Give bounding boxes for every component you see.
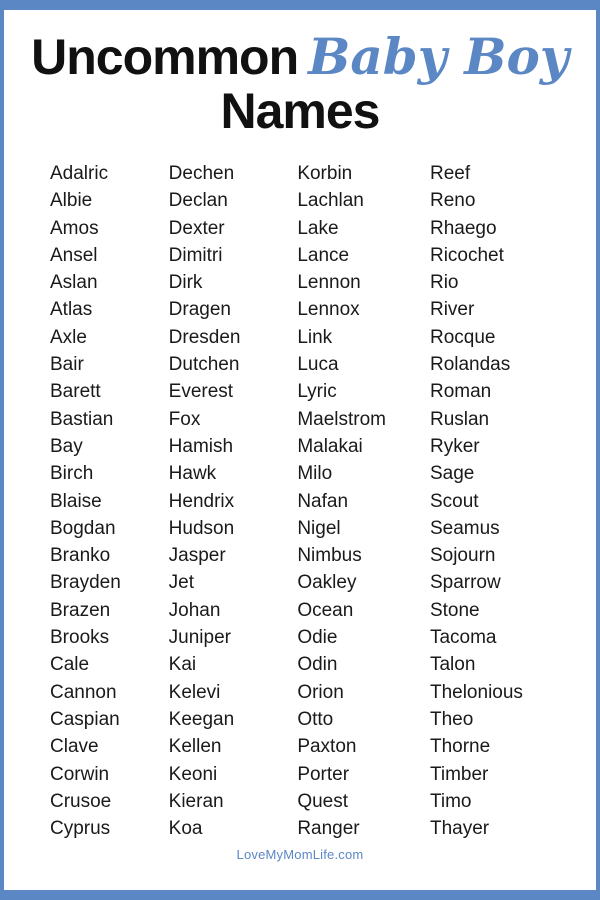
list-item: Nigel: [297, 517, 341, 539]
list-item: Thelonious: [429, 681, 523, 703]
list-item: Roman: [429, 381, 492, 403]
list-item: Birch: [50, 463, 94, 485]
list-item: Ricochet: [429, 244, 504, 266]
list-item: Koa: [168, 818, 203, 840]
list-item: Declan: [168, 190, 228, 212]
list-item: River: [429, 299, 475, 321]
list-item: Orion: [297, 681, 344, 703]
list-item: Axle: [50, 326, 87, 348]
list-item: Rhaego: [429, 217, 497, 239]
list-item: Aslan: [50, 272, 98, 294]
list-item: Bay: [50, 435, 83, 457]
list-item: Ranger: [297, 818, 360, 840]
list-item: Ansel: [50, 244, 98, 266]
list-item: Cannon: [50, 681, 117, 703]
names-column-4: [430, 160, 560, 842]
list-item: Stone: [429, 599, 480, 621]
list-item: Blaise: [50, 490, 102, 512]
names-column-2: [169, 160, 297, 842]
list-item: Hamish: [168, 435, 234, 457]
list-item: Seamus: [429, 517, 500, 539]
title-word-baby-boy: Baby Boy: [308, 27, 569, 86]
list-item: Jasper: [168, 545, 226, 567]
list-item: Lachlan: [297, 190, 364, 212]
list-item: Brayden: [50, 572, 121, 594]
list-item: Milo: [297, 463, 333, 485]
poster-inner: [4, 10, 596, 890]
list-item: Corwin: [50, 763, 110, 785]
names-columns: [22, 160, 578, 842]
list-item: Crusoe: [50, 790, 112, 812]
list-item: Kelevi: [168, 681, 221, 703]
title-word-uncommon: Uncommon: [31, 29, 299, 85]
list-item: Ryker: [429, 435, 480, 457]
list-item: Thayer: [429, 818, 490, 840]
list-item: Brooks: [50, 627, 110, 649]
list-item: Cyprus: [50, 818, 111, 840]
list-item: Reef: [429, 163, 471, 184]
list-item: Fox: [168, 408, 201, 430]
list-item: Korbin: [297, 163, 353, 184]
list-item: Lake: [297, 217, 339, 239]
list-item: Thorne: [429, 736, 491, 758]
list-item: Lennox: [297, 299, 360, 321]
list-item: Barett: [50, 381, 101, 403]
list-item: Timo: [429, 790, 472, 812]
list-item: Keegan: [168, 708, 235, 730]
list-item: Brazen: [50, 599, 111, 621]
list-item: Odie: [297, 627, 338, 649]
list-item: Albie: [50, 190, 93, 212]
list-item: Hendrix: [168, 490, 235, 512]
list-item: Scout: [429, 490, 479, 512]
list-item: Lennon: [297, 272, 361, 294]
list-item: Juniper: [168, 627, 231, 649]
list-item: Theo: [429, 708, 474, 730]
list-item: Porter: [297, 763, 350, 785]
list-item: Rocque: [429, 326, 496, 348]
list-item: Bastian: [50, 408, 114, 430]
site-credit: LoveMyMomLife.com: [236, 847, 364, 862]
footer: [4, 846, 596, 864]
list-item: Sparrow: [429, 572, 501, 594]
list-item: Kai: [168, 654, 197, 676]
list-item: Dresden: [168, 326, 241, 348]
list-item: Adalric: [50, 163, 109, 184]
list-item: Jet: [168, 572, 195, 594]
list-item: Talon: [429, 654, 476, 676]
list-item: Maelstrom: [297, 408, 386, 430]
list-item: Branko: [50, 545, 111, 567]
list-item: Link: [297, 326, 333, 348]
list-item: Hudson: [168, 517, 235, 539]
list-item: Bair: [50, 354, 84, 376]
title-word-names: Names: [220, 83, 380, 139]
list-item: Everest: [168, 381, 234, 403]
list-item: Cale: [50, 654, 90, 676]
list-item: Tacoma: [429, 627, 497, 649]
list-item: Dechen: [168, 163, 235, 184]
list-item: Malakai: [297, 435, 363, 457]
list-item: Dexter: [168, 217, 225, 239]
list-item: Timber: [429, 763, 489, 785]
list-item: Rolandas: [429, 354, 511, 376]
list-item: Nimbus: [297, 545, 362, 567]
list-item: Dimitri: [168, 244, 223, 266]
list-item: Sojourn: [429, 545, 496, 567]
list-item: Kellen: [168, 736, 222, 758]
list-item: Reno: [429, 190, 476, 212]
list-item: Dirk: [168, 272, 203, 294]
list-item: Amos: [50, 217, 99, 239]
list-item: Rio: [429, 272, 459, 294]
page-title: [22, 24, 578, 139]
list-item: Atlas: [50, 299, 93, 321]
names-column-3: [297, 160, 429, 842]
list-item: Ocean: [297, 599, 354, 621]
list-item: Keoni: [168, 763, 218, 785]
list-item: Paxton: [297, 736, 357, 758]
list-item: Sage: [429, 463, 475, 485]
list-item: Bogdan: [50, 517, 116, 539]
list-item: Lance: [297, 244, 350, 266]
list-item: Quest: [297, 790, 349, 812]
list-item: Caspian: [50, 708, 120, 730]
list-item: Otto: [297, 708, 334, 730]
list-item: Clave: [50, 736, 99, 758]
list-item: Dutchen: [168, 354, 240, 376]
list-item: Kieran: [168, 790, 224, 812]
list-item: Dragen: [168, 299, 231, 321]
list-item: Hawk: [168, 463, 217, 485]
list-item: Oakley: [297, 572, 357, 594]
title-line-two: [22, 83, 578, 139]
list-item: Nafan: [297, 490, 349, 512]
list-item: Johan: [168, 599, 221, 621]
names-column-1: [50, 160, 168, 842]
list-item: Odin: [297, 654, 338, 676]
list-item: Lyric: [297, 381, 337, 403]
title-line-one: [22, 27, 578, 86]
list-item: Luca: [297, 354, 339, 376]
list-item: Ruslan: [429, 408, 490, 430]
